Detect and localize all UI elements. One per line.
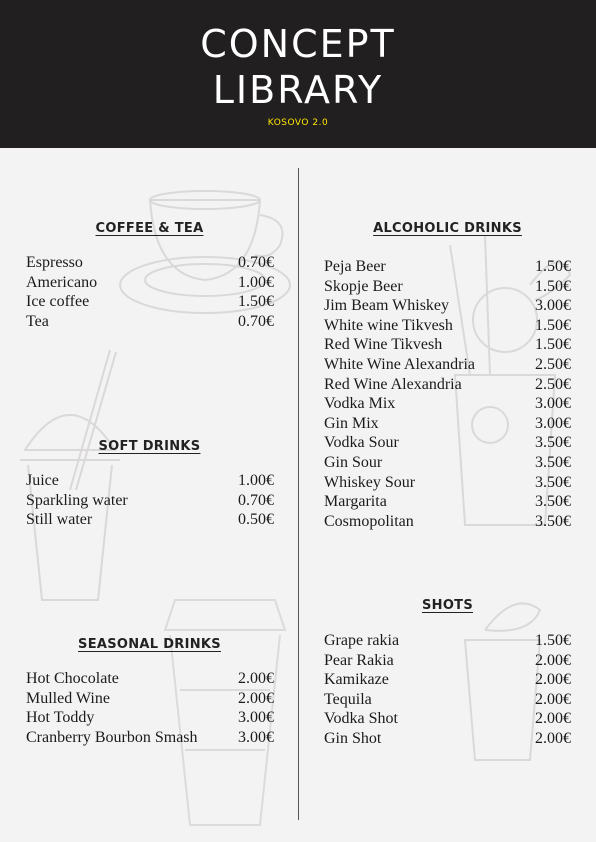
title-line-1: CONCEPT bbox=[200, 22, 396, 66]
item-price: 0.70€ bbox=[238, 312, 274, 330]
list-item bbox=[26, 491, 274, 511]
list-item bbox=[324, 277, 571, 297]
item-price: 0.70€ bbox=[238, 491, 274, 509]
item-price: 3.00€ bbox=[238, 709, 274, 727]
title-line-2: LIBRARY bbox=[212, 68, 384, 112]
item-price: 3.50€ bbox=[535, 453, 571, 471]
list-item bbox=[26, 689, 274, 709]
heading-alcoholic-drinks: ALCOHOLIC DRINKS bbox=[373, 221, 522, 236]
list-coffee-tea bbox=[26, 253, 274, 331]
item-name: Margarita bbox=[324, 493, 387, 511]
item-name: Skopje Beer bbox=[324, 277, 403, 295]
item-price: 2.00€ bbox=[535, 729, 571, 747]
item-name: Whiskey Sour bbox=[324, 473, 416, 491]
item-name: Gin Sour bbox=[324, 453, 383, 471]
item-price: 1.00€ bbox=[238, 273, 274, 291]
list-seasonal-drinks bbox=[26, 669, 274, 747]
item-price: 2.50€ bbox=[535, 355, 571, 373]
list-item bbox=[26, 273, 274, 293]
item-price: 3.00€ bbox=[238, 728, 274, 746]
list-item bbox=[324, 729, 571, 749]
item-name: Vodka Mix bbox=[324, 395, 396, 413]
column-divider bbox=[298, 168, 299, 820]
item-name: Gin Shot bbox=[324, 729, 382, 747]
item-price: 3.00€ bbox=[535, 395, 571, 413]
item-price: 2.00€ bbox=[238, 689, 274, 707]
list-item bbox=[324, 296, 571, 316]
list-item bbox=[324, 453, 571, 473]
heading-soft-drinks: SOFT DRINKS bbox=[98, 439, 201, 454]
list-item bbox=[324, 257, 571, 277]
item-price: 1.50€ bbox=[238, 293, 274, 311]
item-price: 2.00€ bbox=[535, 690, 571, 708]
item-name: Peja Beer bbox=[324, 258, 386, 275]
list-item bbox=[324, 414, 571, 434]
subtitle: KOSOVO 2.0 bbox=[267, 118, 329, 128]
item-price: 3.50€ bbox=[535, 512, 571, 530]
heading-seasonal-drinks: SEASONAL DRINKS bbox=[78, 637, 221, 652]
item-name: Jim Beam Whiskey bbox=[324, 297, 450, 315]
item-price: 1.50€ bbox=[535, 258, 571, 275]
item-name: Ice coffee bbox=[26, 293, 90, 311]
item-name: Vodka Sour bbox=[324, 434, 399, 452]
list-item bbox=[26, 312, 274, 332]
list-shots bbox=[324, 631, 571, 749]
item-price: 1.50€ bbox=[535, 277, 571, 295]
item-name: Grape rakia bbox=[324, 632, 400, 649]
heading-shots: SHOTS bbox=[421, 598, 474, 613]
list-soft-drinks bbox=[26, 471, 274, 530]
list-item bbox=[26, 669, 274, 689]
item-name: Pear Rakia bbox=[324, 651, 394, 669]
item-price: 1.50€ bbox=[535, 316, 571, 334]
list-item bbox=[324, 512, 571, 532]
header-banner bbox=[0, 0, 596, 148]
item-name: Hot Chocolate bbox=[26, 670, 119, 687]
item-price: 2.00€ bbox=[535, 710, 571, 728]
item-name: White Wine Alexandria bbox=[324, 355, 476, 373]
list-item bbox=[26, 728, 274, 748]
item-name: Tequila bbox=[324, 690, 372, 708]
item-name: Espresso bbox=[26, 254, 83, 271]
item-name: Hot Toddy bbox=[26, 709, 95, 727]
item-name: Gin Mix bbox=[324, 414, 379, 432]
list-item bbox=[26, 471, 274, 491]
item-name: Tea bbox=[26, 312, 49, 330]
list-item bbox=[324, 651, 571, 671]
item-price: 3.00€ bbox=[535, 414, 571, 432]
list-item bbox=[324, 316, 571, 336]
item-price: 2.00€ bbox=[535, 671, 571, 689]
list-item bbox=[324, 690, 571, 710]
list-item bbox=[26, 708, 274, 728]
heading-coffee-tea: COFFEE & TEA bbox=[95, 221, 204, 236]
list-item bbox=[324, 473, 571, 493]
item-name: Americano bbox=[26, 273, 98, 291]
item-price: 2.00€ bbox=[535, 651, 571, 669]
item-price: 3.50€ bbox=[535, 434, 571, 452]
list-item bbox=[324, 375, 571, 395]
list-item bbox=[26, 510, 274, 530]
item-name: White wine Tikvesh bbox=[324, 316, 453, 334]
item-price: 3.50€ bbox=[535, 473, 571, 491]
item-name: Cranberry Bourbon Smash bbox=[26, 728, 198, 746]
list-item bbox=[324, 492, 571, 512]
item-price: 0.70€ bbox=[238, 254, 274, 271]
item-price: 0.50€ bbox=[238, 511, 274, 529]
item-name: Cosmopolitan bbox=[324, 512, 414, 530]
item-name: Red Wine Alexandria bbox=[324, 375, 462, 393]
item-name: Red Wine Tikvesh bbox=[324, 336, 443, 354]
list-item bbox=[26, 253, 274, 273]
list-item bbox=[26, 292, 274, 312]
item-name: Mulled Wine bbox=[26, 689, 110, 707]
list-item bbox=[324, 631, 571, 651]
list-item bbox=[324, 709, 571, 729]
list-item bbox=[324, 394, 571, 414]
item-name: Vodka Shot bbox=[324, 710, 398, 728]
item-price: 3.50€ bbox=[535, 493, 571, 511]
list-item bbox=[324, 355, 571, 375]
item-price: 2.00€ bbox=[238, 670, 274, 687]
item-price: 2.50€ bbox=[535, 375, 571, 393]
item-price: 3.00€ bbox=[535, 297, 571, 315]
item-name: Juice bbox=[26, 472, 59, 489]
list-item bbox=[324, 335, 571, 355]
item-name: Kamikaze bbox=[324, 671, 389, 689]
item-price: 1.00€ bbox=[238, 472, 274, 489]
item-name: Sparkling water bbox=[26, 491, 128, 509]
list-item bbox=[324, 670, 571, 690]
list-item bbox=[324, 433, 571, 453]
item-name: Still water bbox=[26, 511, 93, 529]
item-price: 1.50€ bbox=[535, 336, 571, 354]
list-alcoholic-drinks bbox=[324, 257, 571, 531]
item-price: 1.50€ bbox=[535, 632, 571, 649]
